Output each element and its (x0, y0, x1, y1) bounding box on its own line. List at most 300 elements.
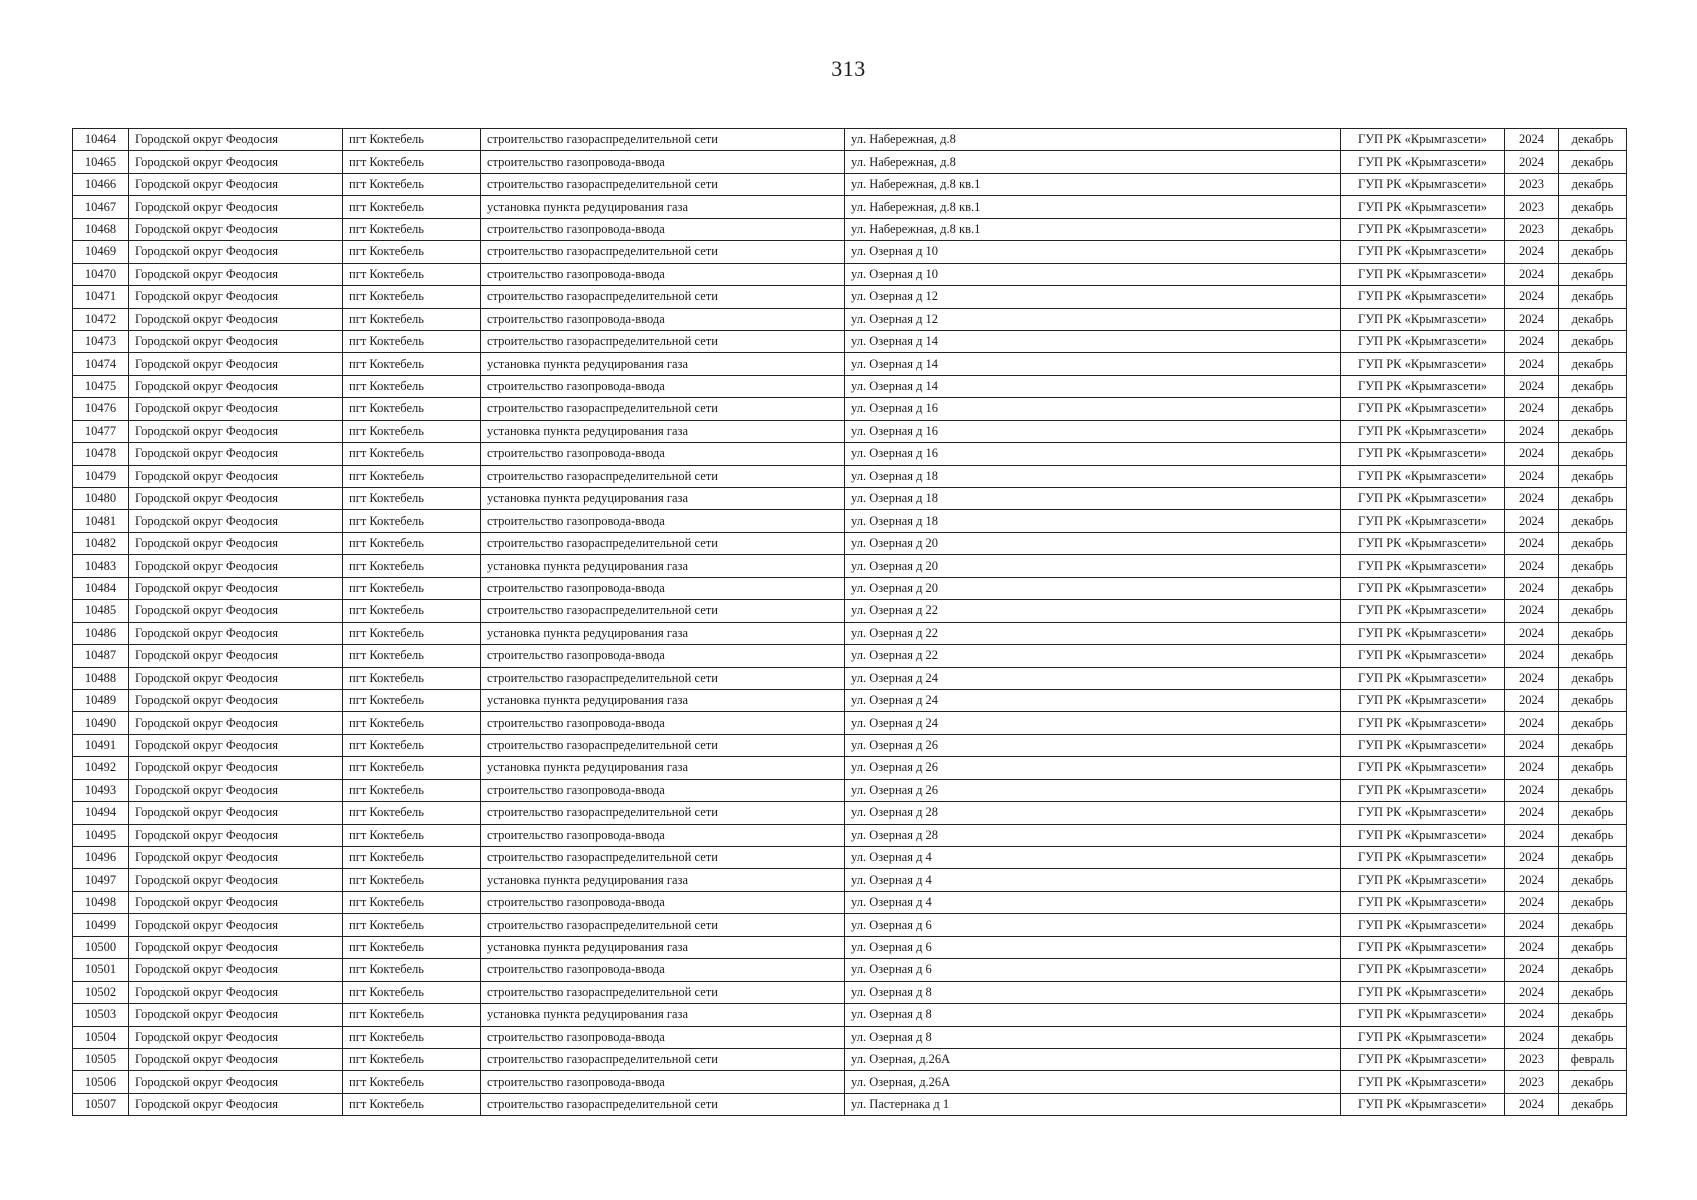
year-cell: 2024 (1505, 1026, 1559, 1048)
work-type-cell: строительство газопровода-ввода (481, 645, 845, 667)
address-cell: ул. Набережная, д.8 кв.1 (845, 173, 1341, 195)
organization-cell: ГУП РК «Крымгазсети» (1341, 129, 1505, 151)
year-cell: 2024 (1505, 375, 1559, 397)
address-cell: ул. Озерная д 24 (845, 667, 1341, 689)
district-cell: Городской округ Феодосия (129, 757, 343, 779)
year-cell: 2023 (1505, 1048, 1559, 1070)
year-cell: 2023 (1505, 1071, 1559, 1093)
organization-cell: ГУП РК «Крымгазсети» (1341, 712, 1505, 734)
month-cell: декабрь (1559, 981, 1627, 1003)
work-type-cell: установка пункта редуцирования газа (481, 869, 845, 891)
record-number: 10470 (73, 263, 129, 285)
address-cell: ул. Озерная д 22 (845, 622, 1341, 644)
address-cell: ул. Озерная д 10 (845, 263, 1341, 285)
address-cell: ул. Озерная д 4 (845, 891, 1341, 913)
settlement-cell: пгт Коктебель (343, 510, 481, 532)
address-cell: ул. Озерная д 18 (845, 488, 1341, 510)
month-cell: декабрь (1559, 622, 1627, 644)
year-cell: 2024 (1505, 891, 1559, 913)
settlement-cell: пгт Коктебель (343, 645, 481, 667)
table-row (73, 689, 1627, 711)
district-cell: Городской округ Феодосия (129, 622, 343, 644)
address-cell: ул. Озерная д 14 (845, 375, 1341, 397)
work-type-cell: строительство газопровода-ввода (481, 1071, 845, 1093)
record-number: 10502 (73, 981, 129, 1003)
settlement-cell: пгт Коктебель (343, 330, 481, 352)
district-cell: Городской округ Феодосия (129, 308, 343, 330)
settlement-cell: пгт Коктебель (343, 622, 481, 644)
district-cell: Городской округ Феодосия (129, 286, 343, 308)
month-cell: декабрь (1559, 824, 1627, 846)
work-type-cell: установка пункта редуцирования газа (481, 757, 845, 779)
year-cell: 2024 (1505, 577, 1559, 599)
district-cell: Городской округ Феодосия (129, 891, 343, 913)
address-cell: ул. Озерная д 24 (845, 712, 1341, 734)
address-cell: ул. Озерная д 12 (845, 308, 1341, 330)
record-number: 10488 (73, 667, 129, 689)
year-cell: 2023 (1505, 173, 1559, 195)
work-type-cell: строительство газораспределительной сети (481, 600, 845, 622)
month-cell: декабрь (1559, 443, 1627, 465)
work-type-cell: установка пункта редуцирования газа (481, 420, 845, 442)
year-cell: 2024 (1505, 981, 1559, 1003)
record-number: 10474 (73, 353, 129, 375)
record-number: 10492 (73, 757, 129, 779)
table-row (73, 532, 1627, 554)
month-cell: декабрь (1559, 241, 1627, 263)
work-type-cell: строительство газораспределительной сети (481, 1048, 845, 1070)
address-cell: ул. Озерная д 8 (845, 981, 1341, 1003)
table-row (73, 1071, 1627, 1093)
address-cell: ул. Озерная д 20 (845, 577, 1341, 599)
district-cell: Городской округ Феодосия (129, 375, 343, 397)
table-row (73, 936, 1627, 958)
work-type-cell: установка пункта редуцирования газа (481, 555, 845, 577)
month-cell: декабрь (1559, 398, 1627, 420)
record-number: 10507 (73, 1093, 129, 1115)
table-row (73, 667, 1627, 689)
settlement-cell: пгт Коктебель (343, 936, 481, 958)
district-cell: Городской округ Феодосия (129, 734, 343, 756)
organization-cell: ГУП РК «Крымгазсети» (1341, 847, 1505, 869)
district-cell: Городской округ Феодосия (129, 914, 343, 936)
month-cell: декабрь (1559, 600, 1627, 622)
settlement-cell: пгт Коктебель (343, 667, 481, 689)
table-row (73, 891, 1627, 913)
registry-table (72, 128, 1627, 1116)
work-type-cell: установка пункта редуцирования газа (481, 353, 845, 375)
district-cell: Городской округ Феодосия (129, 510, 343, 532)
work-type-cell: установка пункта редуцирования газа (481, 622, 845, 644)
address-cell: ул. Озерная д 8 (845, 1004, 1341, 1026)
organization-cell: ГУП РК «Крымгазсети» (1341, 353, 1505, 375)
organization-cell: ГУП РК «Крымгазсети» (1341, 757, 1505, 779)
address-cell: ул. Озерная д 28 (845, 824, 1341, 846)
work-type-cell: строительство газораспределительной сети (481, 330, 845, 352)
work-type-cell: строительство газораспределительной сети (481, 981, 845, 1003)
record-number: 10477 (73, 420, 129, 442)
address-cell: ул. Озерная д 20 (845, 555, 1341, 577)
district-cell: Городской округ Феодосия (129, 936, 343, 958)
work-type-cell: строительство газопровода-ввода (481, 443, 845, 465)
organization-cell: ГУП РК «Крымгазсети» (1341, 420, 1505, 442)
organization-cell: ГУП РК «Крымгазсети» (1341, 667, 1505, 689)
month-cell: декабрь (1559, 308, 1627, 330)
address-cell: ул. Озерная д 22 (845, 645, 1341, 667)
month-cell: декабрь (1559, 532, 1627, 554)
organization-cell: ГУП РК «Крымгазсети» (1341, 1093, 1505, 1115)
organization-cell: ГУП РК «Крымгазсети» (1341, 488, 1505, 510)
district-cell: Городской округ Феодосия (129, 1004, 343, 1026)
settlement-cell: пгт Коктебель (343, 286, 481, 308)
work-type-cell: строительство газораспределительной сети (481, 398, 845, 420)
year-cell: 2024 (1505, 622, 1559, 644)
table-row (73, 869, 1627, 891)
year-cell: 2024 (1505, 757, 1559, 779)
table-row (73, 263, 1627, 285)
district-cell: Городской округ Феодосия (129, 600, 343, 622)
record-number: 10484 (73, 577, 129, 599)
settlement-cell: пгт Коктебель (343, 375, 481, 397)
settlement-cell: пгт Коктебель (343, 241, 481, 263)
organization-cell: ГУП РК «Крымгазсети» (1341, 330, 1505, 352)
address-cell: ул. Озерная д 4 (845, 869, 1341, 891)
settlement-cell: пгт Коктебель (343, 129, 481, 151)
table-row (73, 330, 1627, 352)
organization-cell: ГУП РК «Крымгазсети» (1341, 1071, 1505, 1093)
month-cell: декабрь (1559, 936, 1627, 958)
record-number: 10481 (73, 510, 129, 532)
settlement-cell: пгт Коктебель (343, 420, 481, 442)
year-cell: 2024 (1505, 488, 1559, 510)
table-row (73, 824, 1627, 846)
year-cell: 2024 (1505, 1093, 1559, 1115)
month-cell: декабрь (1559, 914, 1627, 936)
organization-cell: ГУП РК «Крымгазсети» (1341, 532, 1505, 554)
settlement-cell: пгт Коктебель (343, 734, 481, 756)
address-cell: ул. Озерная д 26 (845, 779, 1341, 801)
organization-cell: ГУП РК «Крымгазсети» (1341, 577, 1505, 599)
month-cell: декабрь (1559, 577, 1627, 599)
settlement-cell: пгт Коктебель (343, 802, 481, 824)
year-cell: 2024 (1505, 712, 1559, 734)
settlement-cell: пгт Коктебель (343, 824, 481, 846)
address-cell: ул. Озерная д 12 (845, 286, 1341, 308)
work-type-cell: установка пункта редуцирования газа (481, 1004, 845, 1026)
record-number: 10471 (73, 286, 129, 308)
work-type-cell: строительство газопровода-ввода (481, 891, 845, 913)
settlement-cell: пгт Коктебель (343, 847, 481, 869)
month-cell: декабрь (1559, 802, 1627, 824)
record-number: 10472 (73, 308, 129, 330)
district-cell: Городской округ Феодосия (129, 959, 343, 981)
record-number: 10465 (73, 151, 129, 173)
year-cell: 2024 (1505, 779, 1559, 801)
address-cell: ул. Озерная д 28 (845, 802, 1341, 824)
table-row (73, 173, 1627, 195)
work-type-cell: строительство газораспределительной сети (481, 802, 845, 824)
organization-cell: ГУП РК «Крымгазсети» (1341, 981, 1505, 1003)
table-row (73, 779, 1627, 801)
table-row (73, 241, 1627, 263)
organization-cell: ГУП РК «Крымгазсети» (1341, 959, 1505, 981)
work-type-cell: строительство газораспределительной сети (481, 465, 845, 487)
settlement-cell: пгт Коктебель (343, 600, 481, 622)
work-type-cell: строительство газораспределительной сети (481, 734, 845, 756)
address-cell: ул. Озерная д 4 (845, 847, 1341, 869)
work-type-cell: установка пункта редуцирования газа (481, 196, 845, 218)
record-number: 10495 (73, 824, 129, 846)
settlement-cell: пгт Коктебель (343, 1026, 481, 1048)
year-cell: 2024 (1505, 263, 1559, 285)
district-cell: Городской округ Феодосия (129, 847, 343, 869)
record-number: 10491 (73, 734, 129, 756)
month-cell: декабрь (1559, 510, 1627, 532)
settlement-cell: пгт Коктебель (343, 1004, 481, 1026)
settlement-cell: пгт Коктебель (343, 465, 481, 487)
year-cell: 2024 (1505, 510, 1559, 532)
district-cell: Городской округ Феодосия (129, 465, 343, 487)
address-cell: ул. Озерная д 24 (845, 689, 1341, 711)
organization-cell: ГУП РК «Крымгазсети» (1341, 308, 1505, 330)
address-cell: ул. Озерная д 18 (845, 510, 1341, 532)
table-row (73, 959, 1627, 981)
record-number: 10473 (73, 330, 129, 352)
work-type-cell: строительство газопровода-ввода (481, 510, 845, 532)
district-cell: Городской округ Феодосия (129, 1071, 343, 1093)
table-row (73, 286, 1627, 308)
table-row (73, 645, 1627, 667)
work-type-cell: установка пункта редуцирования газа (481, 488, 845, 510)
month-cell: декабрь (1559, 645, 1627, 667)
district-cell: Городской округ Феодосия (129, 577, 343, 599)
organization-cell: ГУП РК «Крымгазсети» (1341, 555, 1505, 577)
record-number: 10464 (73, 129, 129, 151)
organization-cell: ГУП РК «Крымгазсети» (1341, 263, 1505, 285)
year-cell: 2024 (1505, 667, 1559, 689)
district-cell: Городской округ Феодосия (129, 488, 343, 510)
district-cell: Городской округ Феодосия (129, 712, 343, 734)
district-cell: Городской округ Феодосия (129, 263, 343, 285)
address-cell: ул. Набережная, д.8 кв.1 (845, 218, 1341, 240)
work-type-cell: установка пункта редуцирования газа (481, 936, 845, 958)
month-cell: декабрь (1559, 330, 1627, 352)
month-cell: декабрь (1559, 196, 1627, 218)
organization-cell: ГУП РК «Крымгазсети» (1341, 1004, 1505, 1026)
organization-cell: ГУП РК «Крымгазсети» (1341, 218, 1505, 240)
record-number: 10493 (73, 779, 129, 801)
address-cell: ул. Пастернака д 1 (845, 1093, 1341, 1115)
table-row (73, 712, 1627, 734)
month-cell: декабрь (1559, 263, 1627, 285)
month-cell: декабрь (1559, 375, 1627, 397)
month-cell: декабрь (1559, 869, 1627, 891)
record-number: 10490 (73, 712, 129, 734)
year-cell: 2024 (1505, 555, 1559, 577)
month-cell: декабрь (1559, 959, 1627, 981)
district-cell: Городской округ Феодосия (129, 129, 343, 151)
address-cell: ул. Озерная, д.26А (845, 1048, 1341, 1070)
year-cell: 2024 (1505, 286, 1559, 308)
year-cell: 2024 (1505, 824, 1559, 846)
district-cell: Городской округ Феодосия (129, 151, 343, 173)
month-cell: декабрь (1559, 1026, 1627, 1048)
year-cell: 2024 (1505, 465, 1559, 487)
table-row (73, 398, 1627, 420)
table-row (73, 353, 1627, 375)
organization-cell: ГУП РК «Крымгазсети» (1341, 1048, 1505, 1070)
table-row (73, 622, 1627, 644)
month-cell: декабрь (1559, 218, 1627, 240)
address-cell: ул. Озерная д 8 (845, 1026, 1341, 1048)
work-type-cell: строительство газораспределительной сети (481, 667, 845, 689)
record-number: 10469 (73, 241, 129, 263)
record-number: 10482 (73, 532, 129, 554)
page-number: 313 (831, 56, 866, 81)
month-cell: декабрь (1559, 555, 1627, 577)
organization-cell: ГУП РК «Крымгазсети» (1341, 936, 1505, 958)
organization-cell: ГУП РК «Крымгазсети» (1341, 196, 1505, 218)
organization-cell: ГУП РК «Крымгазсети» (1341, 398, 1505, 420)
month-cell: декабрь (1559, 286, 1627, 308)
month-cell: декабрь (1559, 353, 1627, 375)
work-type-cell: строительство газопровода-ввода (481, 308, 845, 330)
settlement-cell: пгт Коктебель (343, 869, 481, 891)
table-row (73, 196, 1627, 218)
month-cell: декабрь (1559, 488, 1627, 510)
settlement-cell: пгт Коктебель (343, 1071, 481, 1093)
organization-cell: ГУП РК «Крымгазсети» (1341, 1026, 1505, 1048)
district-cell: Городской округ Феодосия (129, 689, 343, 711)
settlement-cell: пгт Коктебель (343, 712, 481, 734)
month-cell: декабрь (1559, 847, 1627, 869)
year-cell: 2024 (1505, 1004, 1559, 1026)
table-row (73, 420, 1627, 442)
district-cell: Городской округ Феодосия (129, 443, 343, 465)
record-number: 10501 (73, 959, 129, 981)
table-row (73, 375, 1627, 397)
year-cell: 2024 (1505, 420, 1559, 442)
district-cell: Городской округ Феодосия (129, 645, 343, 667)
month-cell: декабрь (1559, 1071, 1627, 1093)
organization-cell: ГУП РК «Крымгазсети» (1341, 465, 1505, 487)
settlement-cell: пгт Коктебель (343, 488, 481, 510)
work-type-cell: строительство газопровода-ввода (481, 577, 845, 599)
month-cell: декабрь (1559, 151, 1627, 173)
work-type-cell: строительство газораспределительной сети (481, 286, 845, 308)
organization-cell: ГУП РК «Крымгазсети» (1341, 802, 1505, 824)
table-row (73, 757, 1627, 779)
record-number: 10480 (73, 488, 129, 510)
organization-cell: ГУП РК «Крымгазсети» (1341, 869, 1505, 891)
settlement-cell: пгт Коктебель (343, 532, 481, 554)
table-row (73, 1026, 1627, 1048)
record-number: 10503 (73, 1004, 129, 1026)
year-cell: 2023 (1505, 196, 1559, 218)
record-number: 10497 (73, 869, 129, 891)
address-cell: ул. Набережная, д.8 (845, 129, 1341, 151)
table-row (73, 308, 1627, 330)
year-cell: 2024 (1505, 645, 1559, 667)
organization-cell: ГУП РК «Крымгазсети» (1341, 689, 1505, 711)
address-cell: ул. Озерная д 18 (845, 465, 1341, 487)
address-cell: ул. Озерная д 6 (845, 914, 1341, 936)
record-number: 10483 (73, 555, 129, 577)
settlement-cell: пгт Коктебель (343, 555, 481, 577)
record-number: 10478 (73, 443, 129, 465)
table-row (73, 488, 1627, 510)
work-type-cell: строительство газораспределительной сети (481, 173, 845, 195)
year-cell: 2024 (1505, 308, 1559, 330)
table-row (73, 981, 1627, 1003)
year-cell: 2024 (1505, 129, 1559, 151)
organization-cell: ГУП РК «Крымгазсети» (1341, 914, 1505, 936)
record-number: 10504 (73, 1026, 129, 1048)
table-row (73, 1093, 1627, 1115)
record-number: 10476 (73, 398, 129, 420)
year-cell: 2024 (1505, 914, 1559, 936)
year-cell: 2024 (1505, 600, 1559, 622)
settlement-cell: пгт Коктебель (343, 398, 481, 420)
settlement-cell: пгт Коктебель (343, 151, 481, 173)
year-cell: 2024 (1505, 398, 1559, 420)
year-cell: 2023 (1505, 218, 1559, 240)
year-cell: 2024 (1505, 847, 1559, 869)
record-number: 10467 (73, 196, 129, 218)
settlement-cell: пгт Коктебель (343, 353, 481, 375)
organization-cell: ГУП РК «Крымгазсети» (1341, 151, 1505, 173)
address-cell: ул. Озерная д 26 (845, 734, 1341, 756)
record-number: 10499 (73, 914, 129, 936)
settlement-cell: пгт Коктебель (343, 196, 481, 218)
organization-cell: ГУП РК «Крымгазсети» (1341, 779, 1505, 801)
settlement-cell: пгт Коктебель (343, 308, 481, 330)
work-type-cell: строительство газораспределительной сети (481, 847, 845, 869)
work-type-cell: установка пункта редуцирования газа (481, 689, 845, 711)
record-number: 10506 (73, 1071, 129, 1093)
month-cell: декабрь (1559, 779, 1627, 801)
table-row (73, 847, 1627, 869)
year-cell: 2024 (1505, 689, 1559, 711)
table-row (73, 465, 1627, 487)
month-cell: февраль (1559, 1048, 1627, 1070)
month-cell: декабрь (1559, 173, 1627, 195)
organization-cell: ГУП РК «Крымгазсети» (1341, 600, 1505, 622)
work-type-cell: строительство газораспределительной сети (481, 241, 845, 263)
record-number: 10505 (73, 1048, 129, 1070)
district-cell: Городской округ Феодосия (129, 330, 343, 352)
address-cell: ул. Озерная д 16 (845, 398, 1341, 420)
settlement-cell: пгт Коктебель (343, 757, 481, 779)
district-cell: Городской округ Феодосия (129, 241, 343, 263)
address-cell: ул. Набережная, д.8 кв.1 (845, 196, 1341, 218)
year-cell: 2024 (1505, 330, 1559, 352)
settlement-cell: пгт Коктебель (343, 443, 481, 465)
month-cell: декабрь (1559, 891, 1627, 913)
year-cell: 2024 (1505, 443, 1559, 465)
organization-cell: ГУП РК «Крымгазсети» (1341, 173, 1505, 195)
district-cell: Городской округ Феодосия (129, 420, 343, 442)
address-cell: ул. Озерная д 10 (845, 241, 1341, 263)
record-number: 10466 (73, 173, 129, 195)
month-cell: декабрь (1559, 129, 1627, 151)
record-number: 10496 (73, 847, 129, 869)
settlement-cell: пгт Коктебель (343, 914, 481, 936)
district-cell: Городской округ Феодосия (129, 802, 343, 824)
district-cell: Городской округ Феодосия (129, 1093, 343, 1115)
district-cell: Городской округ Феодосия (129, 532, 343, 554)
year-cell: 2024 (1505, 151, 1559, 173)
